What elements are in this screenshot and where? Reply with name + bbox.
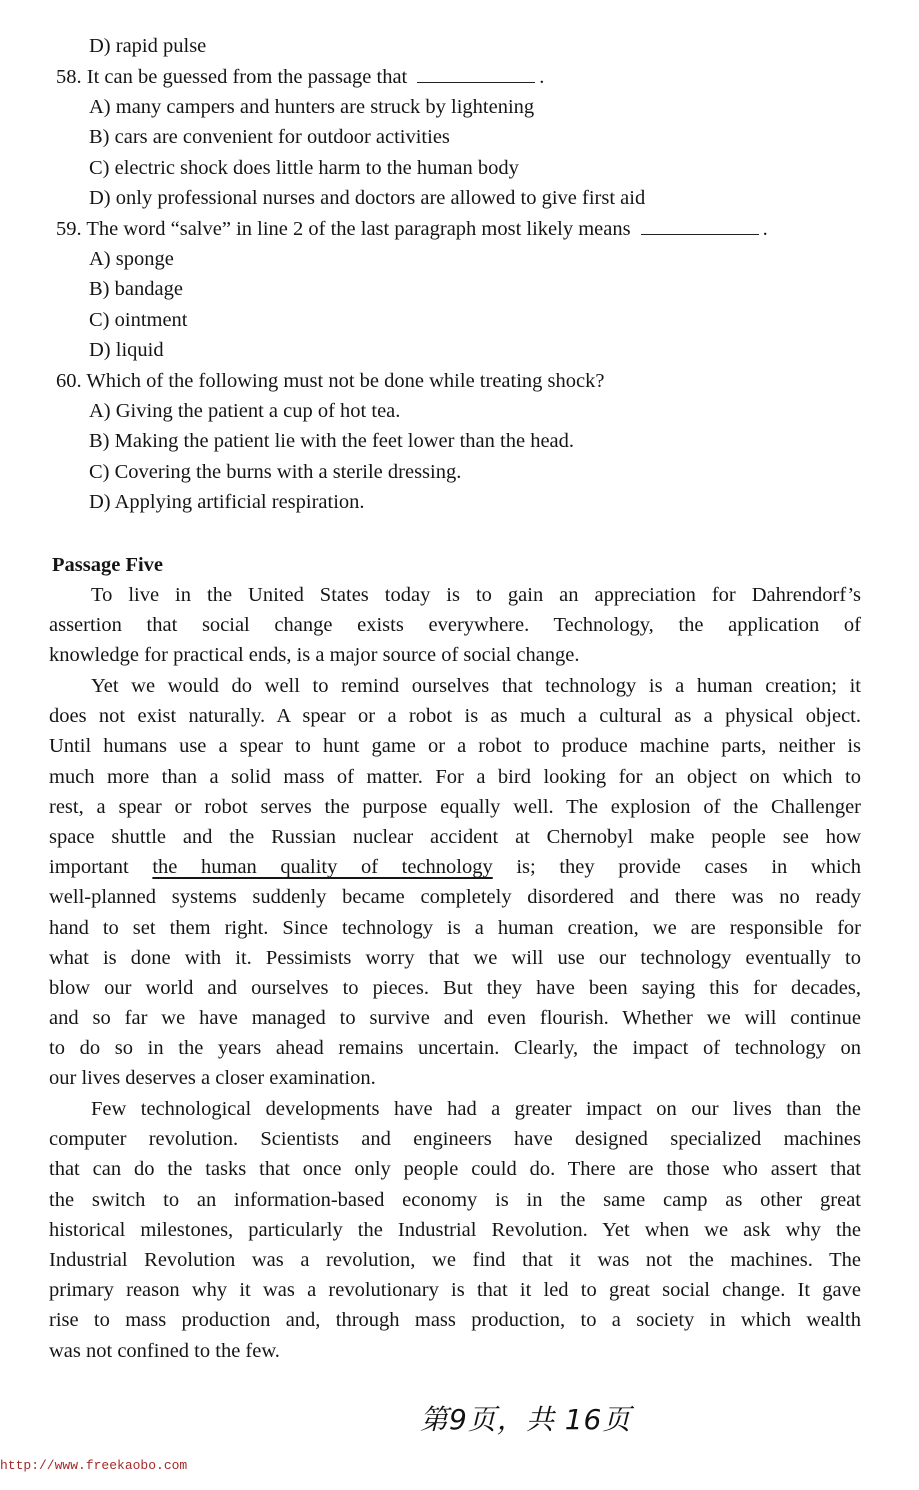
paragraph-line: much more than a solid mass of matter. For a bird looking for an object on which to xyxy=(49,765,861,788)
q59-answer-blank xyxy=(641,220,759,235)
q59-stem-text: 59. The word “salve” in line 2 of the last paragraph most likely means xyxy=(56,218,631,240)
paragraph-line: Until humans use a spear to hunt game or a robot to produce machine parts, neither is xyxy=(49,735,861,758)
paragraph-line: the switch to an information-based economy is in the same camp as other great xyxy=(49,1188,861,1211)
paragraph-line: To live in the United States today is to gain an appreciation for Dahrendorf’s xyxy=(91,584,861,606)
passage-paragraph-2 xyxy=(49,671,861,1094)
passage-paragraph-1 xyxy=(49,580,861,671)
q58-stem xyxy=(56,62,544,92)
paragraph-line: hand to set them right. Since technology is a human creation, we are responsible for xyxy=(49,916,861,939)
page-number: 第9页，共 16页 xyxy=(420,1403,632,1436)
paragraph-line-underlined xyxy=(49,852,861,882)
q58-answer-blank xyxy=(417,68,535,83)
paragraph-line: and so far we have managed to survive and even flourish. Whether we will continue xyxy=(49,1007,861,1030)
q59-option-d: D) liquid xyxy=(89,339,164,361)
paragraph-line: what is done with it. Pessimists worry that we will use our technology eventually to xyxy=(49,946,861,969)
paragraph-line: space shuttle and the Russian nuclear accident at Chernobyl make people see how xyxy=(49,825,861,848)
paragraph-line: well-planned systems suddenly became completely disordered and there was no ready xyxy=(49,886,861,909)
paragraph-line: primary reason why it was a revolutionary is that it led to great social change. It gave xyxy=(49,1279,861,1302)
paragraph-line: knowledge for practical ends, is a major source of social change. xyxy=(49,644,580,667)
q59-option-c: C) ointment xyxy=(89,309,188,331)
paragraph-line: Few technological developments have had a greater impact on our lives than the xyxy=(91,1098,861,1120)
q59-option-a: A) sponge xyxy=(89,248,174,270)
passage-paragraph-3 xyxy=(49,1094,861,1366)
paragraph-line: computer revolution. Scientists and engineers have designed specialized machines xyxy=(49,1128,861,1151)
paragraph-line: rest, a spear or robot serves the purpose equally well. The explosion of the Challenger xyxy=(49,795,861,818)
q60-option-d: D) Applying artificial respiration. xyxy=(89,491,365,513)
paragraph-line: our lives deserves a closer examination. xyxy=(49,1067,376,1090)
paragraph-line: to do so in the years ahead remains uncertain. Clearly, the impact of technology on xyxy=(49,1037,861,1060)
q58-stem-end: . xyxy=(539,66,545,88)
underline-before-text: important xyxy=(49,856,129,879)
q58-option-d: D) only professional nurses and doctors are allowed to give first aid xyxy=(89,187,646,209)
passage-title: Passage Five xyxy=(52,554,164,576)
q59-stem xyxy=(56,214,768,244)
q58-option-c: C) electric shock does little harm to the human body xyxy=(89,157,519,179)
q59-stem-end: . xyxy=(762,218,768,240)
paragraph-line: rise to mass production and, through mass production, to a society in which wealth xyxy=(49,1309,861,1332)
q60-option-b: B) Making the patient lie with the feet lower than the head. xyxy=(89,430,575,452)
q60-stem: 60. Which of the following must not be done while treating shock? xyxy=(56,370,605,392)
paragraph-line: does not exist naturally. A spear or a robot is as much a cultural as a physical object. xyxy=(49,705,861,728)
q58-option-a: A) many campers and hunters are struck by lightening xyxy=(89,96,535,118)
underlined-phrase: the human quality of technology xyxy=(152,856,493,879)
paragraph-line: historical milestones, particularly the Industrial Revolution. Yet when we ask why the xyxy=(49,1218,861,1241)
paragraph-line: was not confined to the few. xyxy=(49,1339,280,1362)
q60-option-a: A) Giving the patient a cup of hot tea. xyxy=(89,400,401,422)
paragraph-line: Yet we would do well to remind ourselves that technology is a human creation; it xyxy=(91,675,861,697)
q58-option-b: B) cars are convenient for outdoor activities xyxy=(89,126,450,148)
q60-option-c: C) Covering the burns with a sterile dressing. xyxy=(89,461,462,483)
paragraph-line: blow our world and ourselves to pieces. But they have been saying this for decades, xyxy=(49,976,861,999)
q58-stem-text: 58. It can be guessed from the passage that xyxy=(56,66,408,88)
underline-after-text: is; they provide cases in which xyxy=(516,856,862,879)
source-url: http://www.freekaobo.com xyxy=(0,1458,188,1473)
q59-option-b: B) bandage xyxy=(89,278,183,300)
q57-option-d: D) rapid pulse xyxy=(89,35,207,57)
paragraph-line: that can do the tasks that once only people could do. There are those who assert that xyxy=(49,1158,861,1181)
paragraph-line: assertion that social change exists everywhere. Technology, the application of xyxy=(49,614,861,637)
paragraph-line: Industrial Revolution was a revolution, we find that it was not the machines. The xyxy=(49,1248,861,1271)
